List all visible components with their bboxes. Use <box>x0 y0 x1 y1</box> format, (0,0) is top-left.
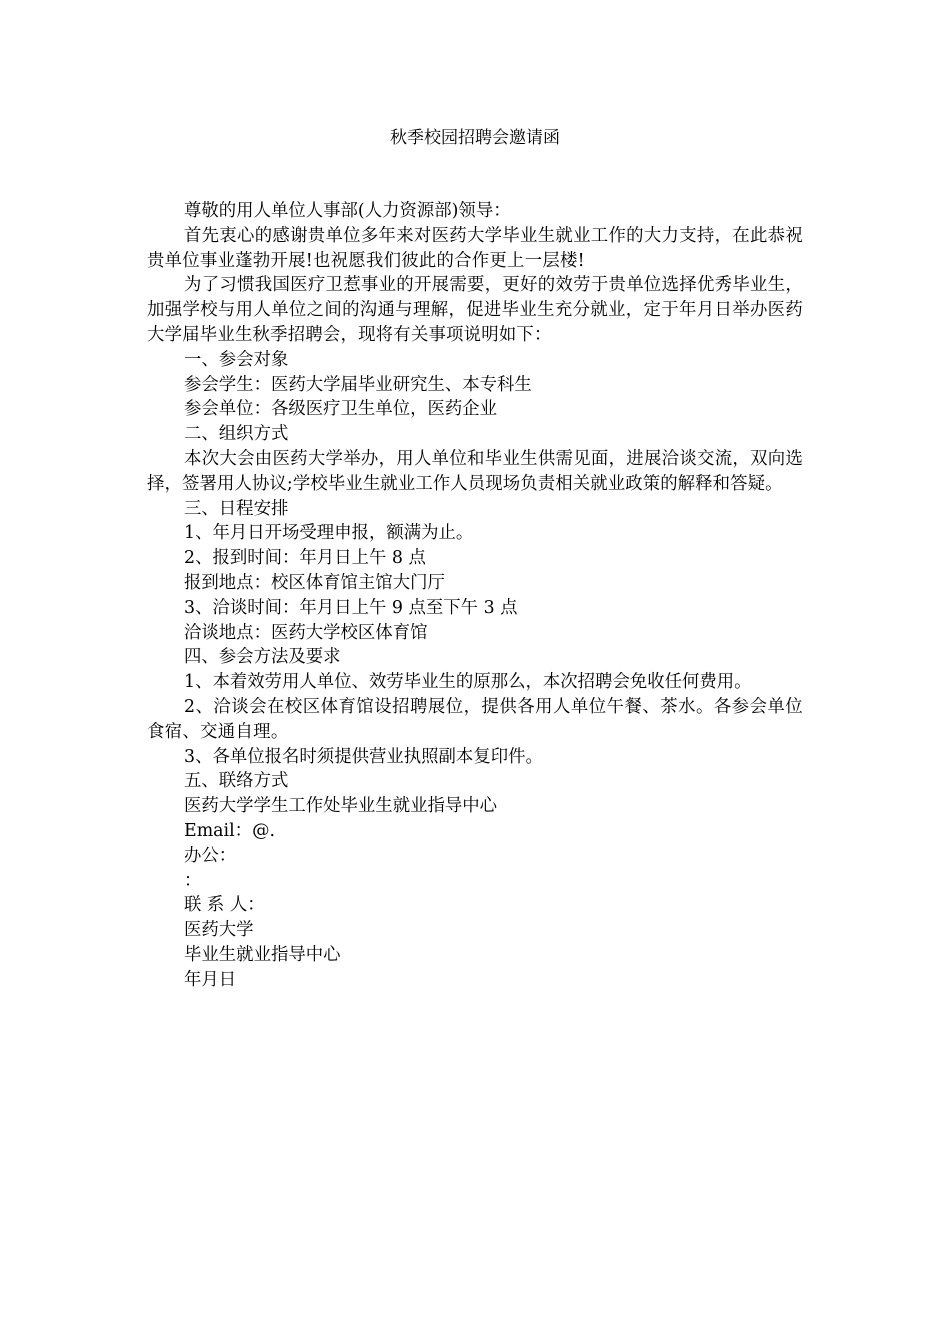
contact-person: 联 系 人： <box>184 895 265 916</box>
contact-email: Email：@. <box>184 820 275 841</box>
participants-units: 参会单位：各级医疗卫生单位，医药企业 <box>184 399 498 420</box>
contact-office: 办公： <box>184 845 237 866</box>
section-heading-contact: 五、联络方式 <box>184 771 289 792</box>
requirement-item-2: 2、洽谈会在校区体育馆设招聘展位，提供各用人单位午餐、茶水。各参会单位食宿、交通自理。 <box>147 696 803 742</box>
schedule-item-1: 1、年月日开场受理申报，额满为止。 <box>184 523 474 544</box>
requirement-item-1: 1、本着效劳用人单位、效劳毕业生的原那么，本次招聘会免收任何费用。 <box>184 672 752 693</box>
schedule-item-2: 2、报到时间：年月日上午 8 点 <box>184 548 426 569</box>
schedule-item-3-place: 洽谈地点：医药大学校区体育馆 <box>184 622 428 643</box>
schedule-item-2-place: 报到地点：校区体育馆主馆大门厅 <box>184 572 445 593</box>
section-heading-organization: 二、组织方式 <box>184 424 289 445</box>
paragraph-intro: 为了习惯我国医疗卫惹事业的开展需要，更好的效劳于贵单位选择优秀毕业生，加强学校与用人单位之间的沟通与理解，促进毕业生充分就业，定于年月日举办医药大学届毕业生秋季招聘会，现将有关事项说明如下： <box>147 275 803 345</box>
paragraph-organization: 本次大会由医药大学举办，用人单位和毕业生供需见面，进展洽谈交流，双向选择，签署用人协议;学校毕业生就业工作人员现场负责相关就业政策的解释和答疑。 <box>147 448 803 494</box>
contact-organization: 医药大学学生工作处毕业生就业指导中心 <box>184 796 498 817</box>
requirement-item-3: 3、各单位报名时须提供营业执照副本复印件。 <box>184 746 543 767</box>
signature-university: 医药大学 <box>184 920 254 941</box>
participants-students: 参会学生：医药大学届毕业研究生、本专科生 <box>184 374 532 395</box>
document-title: 秋季校园招聘会邀请函 <box>390 128 560 148</box>
document-body <box>147 199 803 993</box>
schedule-item-3: 3、洽谈时间：年月日上午 9 点至下午 3 点 <box>184 597 518 618</box>
section-heading-requirements: 四、参会方法及要求 <box>184 647 341 668</box>
contact-colon-line: ： <box>184 870 202 891</box>
signature-date: 年月日 <box>184 969 237 990</box>
section-heading-participants: 一、参会对象 <box>184 349 289 370</box>
paragraph-thanks: 首先衷心的感谢贵单位多年来对医药大学毕业生就业工作的大力支持，在此恭祝贵单位事业蓬勃开展!也祝愿我们彼此的合作更上一层楼! <box>147 225 803 271</box>
signature-center: 毕业生就业指导中心 <box>184 944 341 965</box>
salutation: 尊敬的用人单位人事部(人力资源部)领导： <box>184 201 511 221</box>
section-heading-schedule: 三、日程安排 <box>184 498 289 519</box>
